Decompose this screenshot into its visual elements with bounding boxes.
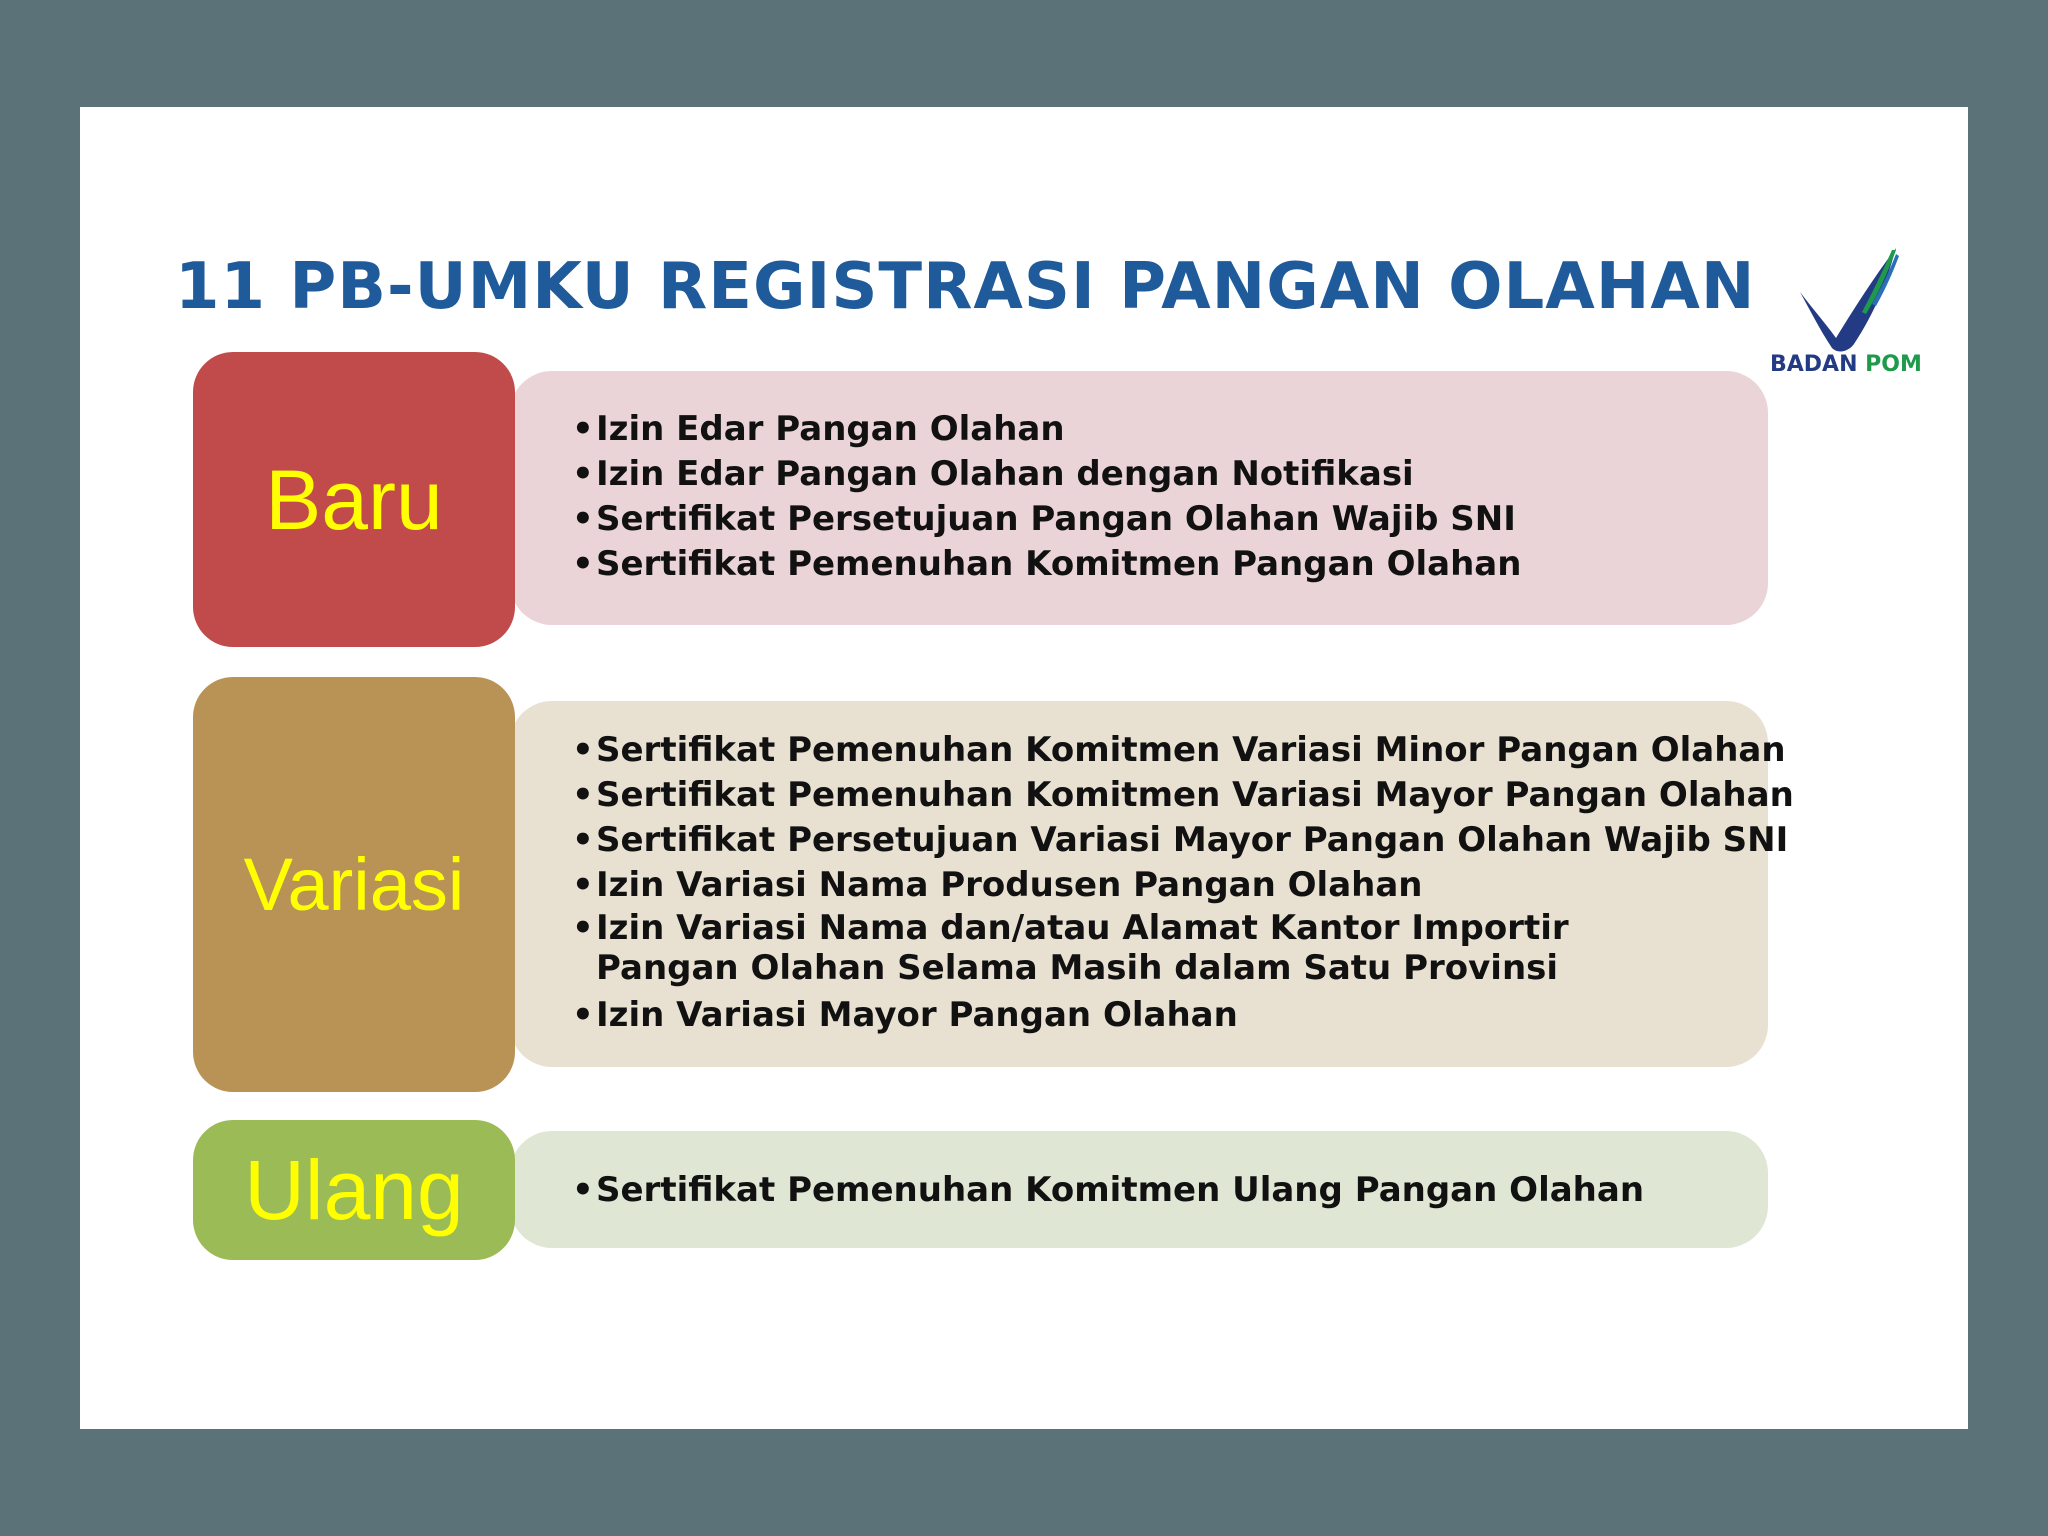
logo-word-badan: BADAN xyxy=(1770,352,1858,377)
list-item: • Sertifikat Persetujuan Variasi Mayor Pangan Olahan Wajib SNI xyxy=(572,818,1794,863)
list-item: • Izin Edar Pangan Olahan dengan Notifikasi xyxy=(572,452,1521,497)
list-item: • Izin Variasi Mayor Pangan Olahan xyxy=(572,993,1794,1038)
badan-pom-logo xyxy=(1770,242,1920,382)
list-item: • Sertifikat Pemenuhan Komitmen Variasi Minor Pangan Olahan xyxy=(572,728,1794,773)
list-item: • Izin Edar Pangan Olahan xyxy=(572,407,1521,452)
list-item xyxy=(572,908,1676,988)
baru-label: Baru xyxy=(265,452,443,547)
baru-list xyxy=(572,407,1521,587)
list-item: • Sertifikat Pemenuhan Komitmen Ulang Pangan Olahan xyxy=(572,1168,1644,1213)
ulang-label: Ulang xyxy=(244,1143,464,1237)
list-item-text: Izin Variasi Nama dan/atau Alamat Kantor Importir Pangan Olahan Selama Masih dalam Satu Provinsi xyxy=(596,908,1569,988)
logo-text xyxy=(1770,354,1920,376)
list-item: • Izin Variasi Nama Produsen Pangan Olahan xyxy=(572,863,1794,908)
variasi-label: Variasi xyxy=(243,842,465,926)
logo-word-pom: POM xyxy=(1865,352,1922,377)
list-item: • Sertifikat Pemenuhan Komitmen Variasi Mayor Pangan Olahan xyxy=(572,773,1794,818)
list-item: • Sertifikat Pemenuhan Komitmen Pangan Olahan xyxy=(572,542,1521,587)
variasi-list xyxy=(572,728,1794,1038)
baru-label-box xyxy=(193,352,515,647)
variasi-label-box xyxy=(193,677,515,1092)
ulang-list xyxy=(572,1168,1644,1213)
ulang-label-box xyxy=(193,1120,515,1260)
slide-title: 11 PB-UMKU REGISTRASI PANGAN OLAHAN xyxy=(175,250,1756,324)
badan-pom-checkmark-icon xyxy=(1792,242,1902,352)
slide xyxy=(80,107,1968,1429)
list-item: • Sertifikat Persetujuan Pangan Olahan Wajib SNI xyxy=(572,497,1521,542)
